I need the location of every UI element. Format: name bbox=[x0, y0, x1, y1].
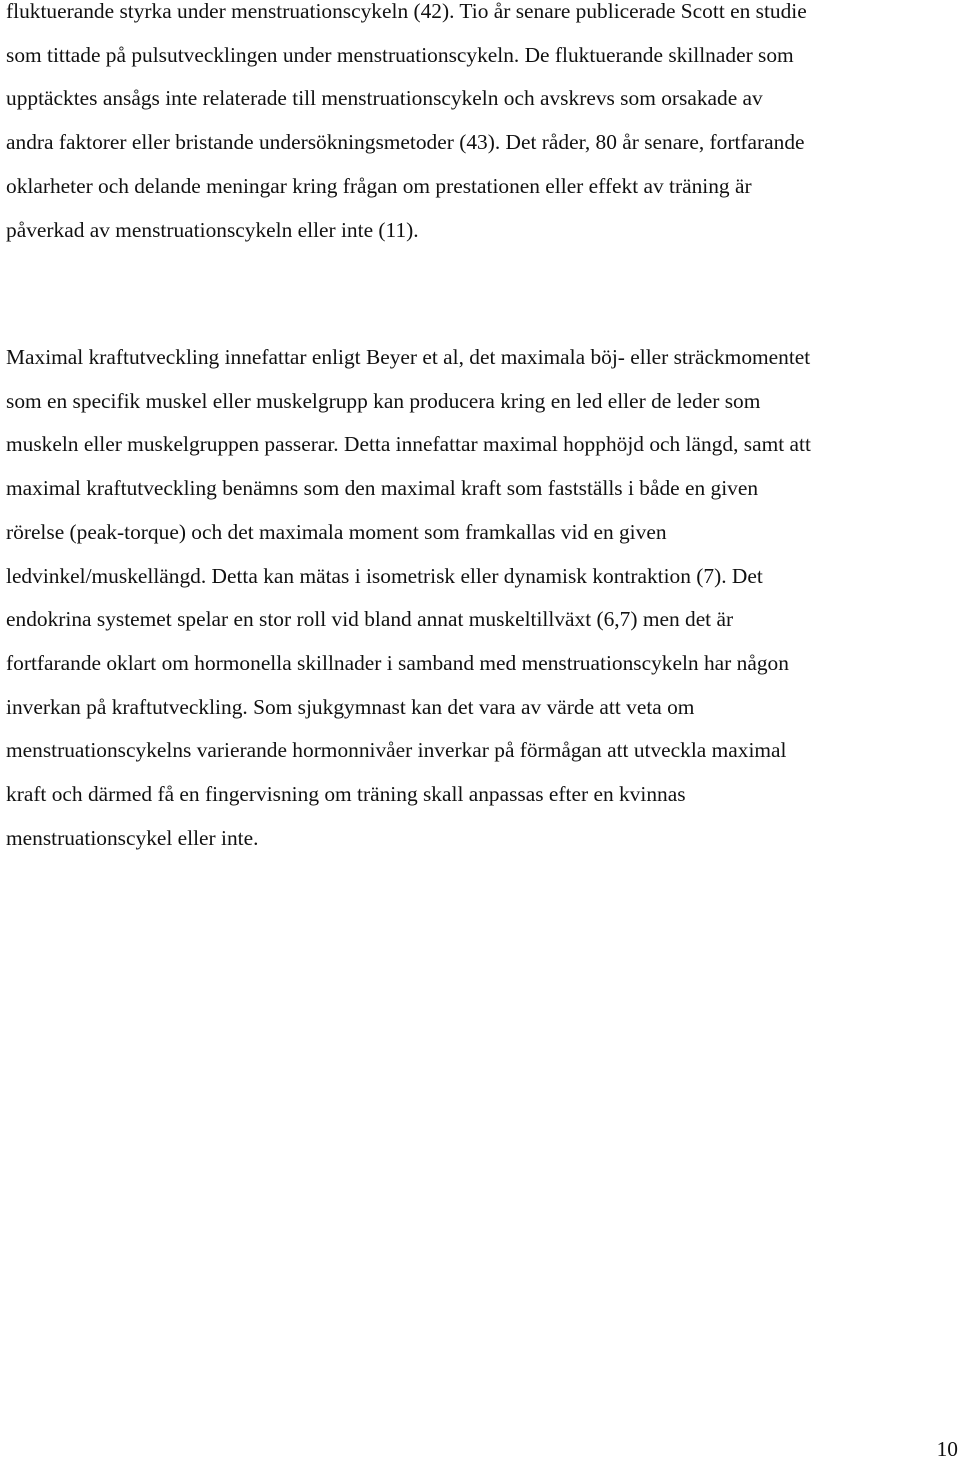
paragraph-line: fluktuerande styrka under menstruationscykeln (42). Tio år senare publicerade Scott en studie bbox=[6, 0, 807, 23]
paragraph-line: fortfarande oklart om hormonella skillnader i samband med menstruationscykeln har någon bbox=[6, 650, 789, 675]
paragraph-line: andra faktorer eller bristande undersökningsmetoder (43). Det råder, 80 år senare, fortfarande bbox=[6, 130, 805, 155]
paragraph-line: som en specifik muskel eller muskelgrupp kan producera kring en led eller de leder som bbox=[6, 388, 761, 413]
page-number: 10 bbox=[936, 1437, 958, 1461]
paragraph-line: menstruationscykelns varierande hormonnivåer inverkar på förmågan att utveckla maximal bbox=[6, 738, 787, 763]
paragraph-line: som tittade på pulsutvecklingen under menstruationscykeln. De fluktuerande skillnader som bbox=[6, 42, 794, 67]
paragraph-line: ledvinkel/muskellängd. Detta kan mätas i isometrisk eller dynamisk kontraktion (7). Det bbox=[6, 563, 763, 588]
paragraph-line: oklarheter och delande meningar kring frågan om prestationen eller effekt av träning är bbox=[6, 173, 752, 198]
paragraph-1 bbox=[6, 0, 807, 252]
paragraph-line: muskeln eller muskelgruppen passerar. Detta innefattar maximal hopphöjd och längd, samt att bbox=[6, 432, 811, 457]
paragraph-line: inverkan på kraftutveckling. Som sjukgymnast kan det vara av värde att veta om bbox=[6, 694, 695, 719]
paragraph-line: påverkad av menstruationscykeln eller inte (11). bbox=[6, 217, 419, 242]
paragraph-line: Maximal kraftutveckling innefattar enligt Beyer et al, det maximala böj- eller sträckmomentet bbox=[6, 345, 811, 369]
paragraph-line: rörelse (peak-torque) och det maximala moment som framkallas vid en given bbox=[6, 519, 667, 544]
paragraph-line: kraft och därmed få en fingervisning om träning skall anpassas efter en kvinnas bbox=[6, 782, 686, 807]
paragraph-line: menstruationscykel eller inte. bbox=[6, 825, 259, 850]
paragraph-2 bbox=[6, 336, 811, 860]
paragraph-line: upptäcktes ansågs inte relaterade till menstruationscykeln och avskrevs som orsakade av bbox=[6, 86, 763, 111]
paragraph-line: maximal kraftutveckling benämns som den maximal kraft som fastställs i både en given bbox=[6, 476, 759, 501]
paragraph-line: endokrina systemet spelar en stor roll vid bland annat muskeltillväxt (6,7) men det är bbox=[6, 607, 734, 632]
